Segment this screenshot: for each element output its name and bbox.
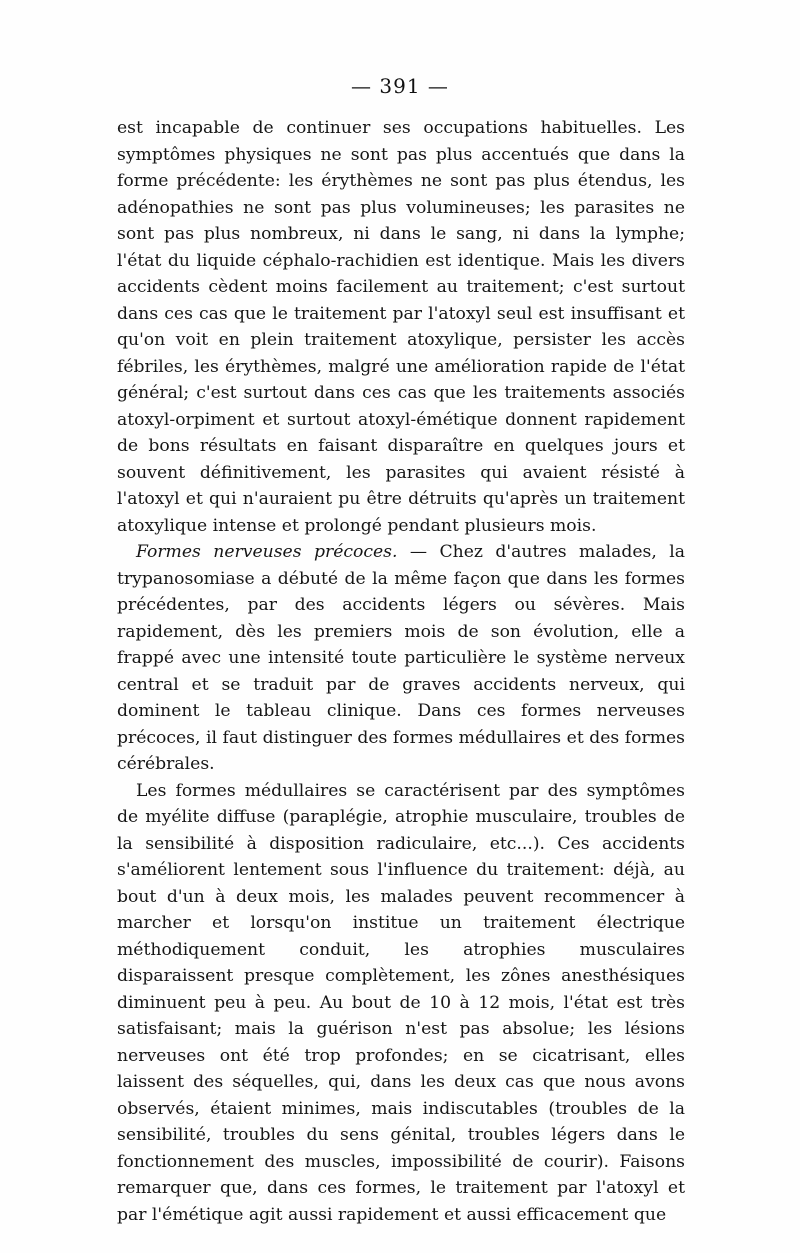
body-text (117, 115, 685, 1228)
page-number: — 391 — (351, 74, 449, 98)
paragraph-continuation: est incapable de continuer ses occupations habituelles. Les symptômes physiques ne sont pas plus accentués que dans la forme précédente: les érythèmes ne sont pas plus étendus, les adénopathies ne sont pas plus volumineuses; les parasites ne sont pas plus nombreux, ni dans le sang, ni dans la lymphe; l'état du liquide céphalo-rachidien est identique. Mais les divers accidents cèdent moins facilement au traitement; c'est surtout dans ces cas que le traitement par l'atoxyl seul est insuffisant et qu'on voit en plein traitement atoxylique, persister les accès fébriles, les érythèmes, malgré une amélioration rapide de l'état général; c'est surtout dans ces cas que les traitements associés atoxyl-orpiment et surtout atoxyl-émétique donnent rapidement de bons résultats en faisant disparaître en quelques jours et souvent définitivement, les parasites qui avaient résisté à l'atoxyl et qui n'auraient pu être détruits qu'après un traitement atoxylique intense et prolongé pendant plusieurs mois. (117, 118, 685, 536)
paragraph-formes-medullaires: Les formes médullaires se caractérisent par des symptômes de myélite diffuse (paraplégie, atrophie musculaire, troubles de la sensibilité à disposition radiculaire, etc...). Ces accidents s'améliorent lentement sous l'influence du traitement: déjà, au bout d'un à deux mois, les malades peuvent recommencer à marcher et lorsqu'on institue un traitement électrique méthodiquement conduit, les atrophies musculaires disparaissent presque complètement, les zônes anesthésiques diminuent peu à peu. Au bout de 10 à 12 mois, l'état est très satisfaisant; mais la guérison n'est pas absolue; les lésions nerveuses ont été trop profondes; en se cicatrisant, elles laissent des séquelles, qui, dans les deux cas que nous avons observés, étaient minimes, mais indiscutables (troubles de la sensibilité, troubles du sens génital, troubles légers dans le fonctionnement des muscles, impossibilité de courir). Faisons remarquer que, dans ces formes, le traitement par l'atoxyl et par l'émétique agit aussi rapidement et aussi efficacement que (117, 780, 685, 1225)
paragraph-formes-nerveuses (117, 539, 685, 778)
section-heading: Formes nerveuses précoces. (136, 542, 398, 562)
paragraph-formes-nerveuses-body: — Chez d'autres malades, la trypanosomiase a débuté de la même façon que dans les formes précédentes, par des accidents légers ou sévères. Mais rapidement, dès les premiers mois de son évolution, elle a frappé avec une intensité toute particulière le système nerveux central et se traduit par de graves accidents nerveux, qui dominent le tableau clinique. Dans ces formes nerveuses précoces, il faut distinguer des formes médullaires et des formes cérébrales. (117, 542, 685, 774)
